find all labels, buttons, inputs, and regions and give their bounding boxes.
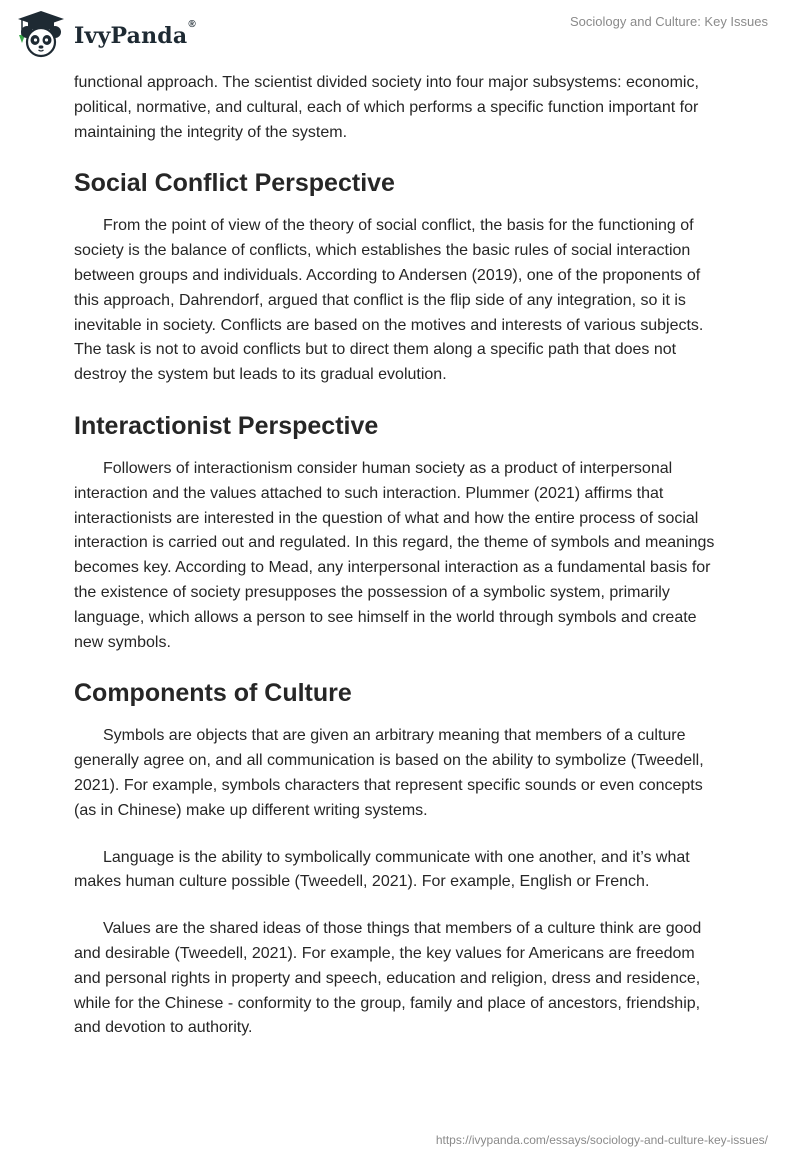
ivypanda-logo[interactable]	[14, 9, 196, 59]
registered-mark: ®	[188, 19, 196, 30]
panda-graduate-icon	[14, 9, 68, 59]
paragraph-language: Language is the ability to symbolically communicate with one another, and it’s what makes human culture possible (Tweedell, 2021). For example, English or French.	[74, 848, 690, 891]
paragraph-symbols: Symbols are objects that are given an arbitrary meaning that members of a culture generally agree on, and all communication is based on the ability to symbolize (Tweedell, 2021). For example, symbols characters that represent specific sounds or even concepts (as in Chinese) make up different writing systems.	[74, 727, 704, 819]
paragraph-social-conflict: From the point of view of the theory of social conflict, the basis for the functioning of society is the balance of conflicts, which establishes the basic rules of social interaction between groups and individuals. According to Andersen (2019), one of the proponents of this approach, Dahrendorf, argued that conflict is the flip side of any integration, so it is inevitable in society. Conflicts are based on the motives and interests of various subjects. The task is not to avoid conflicts but to direct them along a specific path that does not destroy the system but leads to its gradual evolution.	[74, 217, 704, 384]
section-heading-components-of-culture: Components of Culture	[74, 679, 352, 708]
logo-text: IvyPanda®	[74, 19, 196, 49]
section-heading-social-conflict: Social Conflict Perspective	[74, 169, 395, 198]
running-title: Sociology and Culture: Key Issues	[570, 14, 768, 29]
paragraph-values: Values are the shared ideas of those things that members of a culture think are good and desirable (Tweedell, 2021). For example, the key values for Americans are freedom and personal rights in property and speech, education and religion, dress and residence, while for the Chinese - conformity to the group, family and place of ancestors, friendship, and devotion to authority.	[74, 920, 702, 1037]
page-header	[0, 0, 800, 70]
source-url[interactable]: https://ivypanda.com/essays/sociology-and-culture-key-issues/	[435, 1133, 768, 1147]
section-heading-interactionist: Interactionist Perspective	[74, 411, 379, 440]
intro-continuation-paragraph: functional approach. The scientist divided society into four major subsystems: economic, political, normative, and cultural, each of which performs a specific function important for maintaining the integrity of the system.	[74, 74, 699, 141]
essay-body	[74, 71, 724, 1063]
paragraph-interactionist: Followers of interactionism consider human society as a product of interpersonal interaction and the values attached to such interaction. Plummer (2021) affirms that interactionists are interested in the question of what and how the entire process of social interaction is carried out and regulated. In this regard, the theme of symbols and meanings becomes key. According to Mead, any interpersonal interaction as a fundamental basis for the existence of society presupposes the possession of a symbolic system, primarily language, which allows a person to see himself in the world through symbols and create new symbols.	[74, 459, 715, 651]
